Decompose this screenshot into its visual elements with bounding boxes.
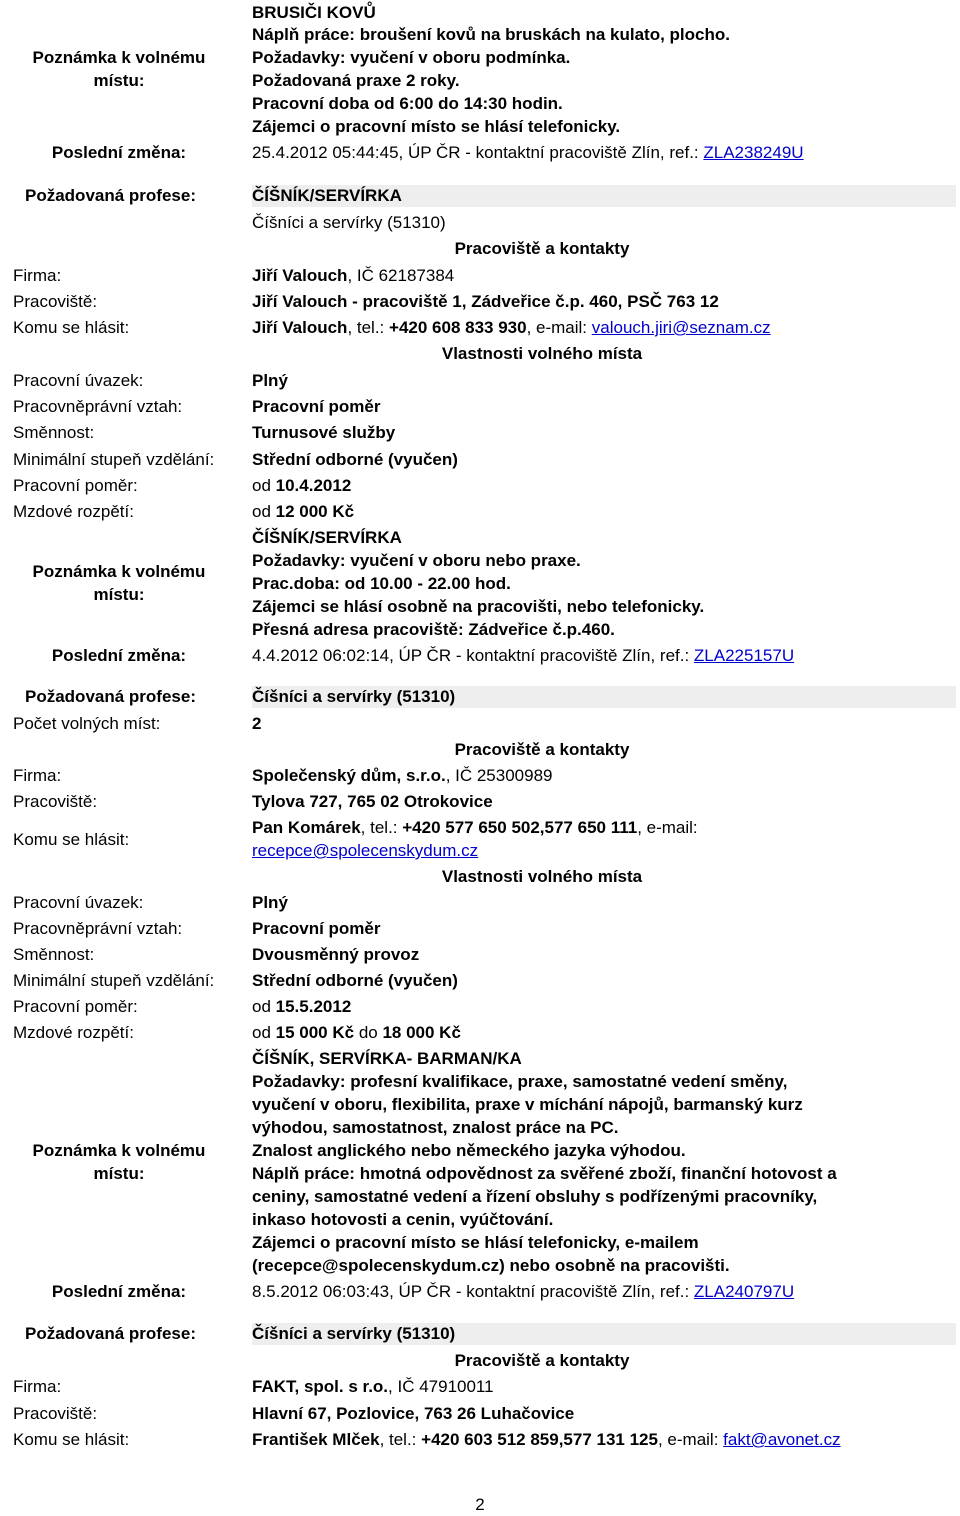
pomer-date: 10.4.2012 (275, 476, 352, 495)
workplace-label: Pracoviště: (13, 292, 98, 311)
last-change-text: 4.4.2012 06:02:14, ÚP ČR - kontaktní pracoviště Zlín, ref.: (252, 646, 694, 665)
note-line: Pracovní doba od 6:00 do 14:30 hodin. (252, 94, 563, 113)
note-line: Náplň práce: hmotná odpovědnost za svěřené zboží, finanční hotovost a (252, 1164, 837, 1183)
profession-value: Číšníci a servírky (51310) (252, 1324, 456, 1343)
vztah-value: Pracovní poměr (252, 397, 381, 416)
firm-ic: , IČ 25300989 (445, 766, 553, 785)
contacts-header: Pracoviště a kontakty (454, 1351, 630, 1370)
note-line: ceniny, samostatné vedení a řízení obsluhy s podřízenými pracovníky, (252, 1187, 818, 1206)
note-line: Znalost anglického nebo německého jazyka výhodou. (252, 1141, 686, 1160)
workplace-value: Hlavní 67, Pozlovice, 763 26 Luhačovice (252, 1404, 575, 1423)
mzda-to: 18 000 Kč (382, 1023, 461, 1042)
contact-value (252, 1429, 841, 1451)
contact-tel: +420 608 833 930 (389, 318, 527, 337)
note-line: (recepce@spolecenskydum.cz) nebo osobně na pracovišti. (252, 1256, 730, 1275)
pomer-prefix: od (252, 476, 276, 495)
mail-prefix: , e-mail: (657, 1430, 724, 1449)
props-header: Vlastnosti volného místa (441, 344, 643, 363)
pomer-value (252, 996, 351, 1018)
mail-prefix: , e-mail: (526, 318, 592, 337)
note-line: Požadavky: profesní kvalifikace, praxe, samostatné vedení směny, (252, 1072, 788, 1091)
vztah-label: Pracovněprávní vztah: (13, 397, 183, 416)
contact-name: Jiří Valouch (252, 318, 348, 337)
workplace-label: Pracoviště: (13, 1404, 98, 1423)
note-line: Požadavky: vyučení v oboru nebo praxe. (252, 551, 581, 570)
profession-label: Požadovaná profese: (25, 1324, 196, 1343)
mzda-mid: do (354, 1023, 383, 1042)
note-label: Poznámka k volnému (32, 562, 206, 581)
mzda-from: 15 000 Kč (275, 1023, 355, 1042)
contact-tel: +420 603 512 859,577 131 125 (421, 1430, 658, 1449)
note-line: vyučení v oboru, flexibilita, praxe v míchání nápojů, barmanský kurz (252, 1095, 803, 1114)
count-label: Počet volných míst: (13, 714, 161, 733)
workplace-value: Tylova 727, 765 02 Otrokovice (252, 792, 493, 811)
smennost-label: Směnnost: (13, 945, 95, 964)
pomer-value (252, 475, 351, 497)
mzda-value (252, 1022, 461, 1044)
last-change-value (252, 142, 804, 164)
last-change-label: Poslední změna: (51, 646, 187, 665)
contact-label: Komu se hlásit: (13, 830, 130, 849)
contact-email-link[interactable]: valouch.jiri@seznam.cz (591, 318, 771, 337)
ref-link[interactable]: ZLA240797U (693, 1282, 795, 1301)
tel-prefix: , tel.: (360, 818, 403, 837)
mzda-label: Mzdové rozpětí: (13, 1023, 134, 1042)
firm-ic: , IČ 47910011 (388, 1377, 494, 1396)
uvazek-label: Pracovní úvazek: (13, 893, 144, 912)
uvazek-label: Pracovní úvazek: (13, 371, 144, 390)
smennost-label: Směnnost: (13, 423, 95, 442)
note-label: Poznámka k volnému (32, 48, 206, 67)
last-change-text: 8.5.2012 06:03:43, ÚP ČR - kontaktní pracoviště Zlín, ref.: (252, 1282, 694, 1301)
vzdelani-label: Minimální stupeň vzdělání: (13, 450, 215, 469)
contact-email-line (252, 840, 478, 862)
note-line: Náplň práce: broušení kovů na bruskách na kulato, plocho. (252, 25, 730, 44)
firm-label: Firma: (13, 266, 62, 285)
page-number: 2 (475, 1495, 485, 1514)
contact-tel: +420 577 650 502,577 650 111 (402, 818, 638, 837)
ref-link[interactable]: ZLA238249U (703, 143, 804, 162)
note-label: místu: (93, 585, 145, 604)
firm-label: Firma: (13, 766, 62, 785)
smennost-value: Dvousměnný provoz (252, 945, 420, 964)
pomer-label: Pracovní poměr: (13, 476, 138, 495)
contact-label: Komu se hlásit: (13, 1430, 130, 1449)
mzda-value (252, 501, 354, 523)
last-change-text: 25.4.2012 05:44:45, ÚP ČR - kontaktní pracoviště Zlín, ref.: (252, 143, 704, 162)
contact-email-link[interactable]: fakt@avonet.cz (723, 1430, 841, 1449)
smennost-value: Turnusové služby (252, 423, 396, 442)
firm-name: FAKT, spol. s r.o. (252, 1377, 389, 1396)
note-line: ČÍŠNÍK, SERVÍRKA- BARMAN/KA (252, 1049, 522, 1068)
last-change-value (252, 645, 794, 667)
note-line: Zájemci o pracovní místo se hlásí telefonicky. (252, 117, 621, 136)
workplace-label: Pracoviště: (13, 792, 98, 811)
vztah-label: Pracovněprávní vztah: (13, 919, 183, 938)
contacts-header: Pracoviště a kontakty (454, 740, 630, 759)
last-change-label: Poslední změna: (51, 1282, 187, 1301)
mzda-amount: 12 000 Kč (275, 502, 355, 521)
note-line: Prac.doba: od 10.00 - 22.00 hod. (252, 574, 511, 593)
firm-ic: , IČ 62187384 (347, 266, 455, 285)
mzda-label: Mzdové rozpětí: (13, 502, 134, 521)
mzda-prefix: od (252, 502, 276, 521)
profession-sub: Číšníci a servírky (51310) (252, 213, 446, 232)
job-title: BRUSIČI KOVŮ (252, 3, 376, 22)
pomer-date: 15.5.2012 (275, 997, 352, 1016)
firm-name: Jiří Valouch (252, 266, 348, 285)
note-label: Poznámka k volnému (32, 1141, 206, 1160)
last-change-label: Poslední změna: (51, 143, 187, 162)
profession-label: Požadovaná profese: (25, 687, 196, 706)
firm-label: Firma: (13, 1377, 62, 1396)
firm-name: Společenský dům, s.r.o. (252, 766, 446, 785)
contact-label: Komu se hlásit: (13, 318, 130, 337)
note-line: Požadovaná praxe 2 roky. (252, 71, 460, 90)
firm-value (252, 265, 454, 287)
note-line: Zájemci se hlásí osobně na pracovišti, nebo telefonicky. (252, 597, 705, 616)
mail-prefix: , e-mail: (637, 818, 698, 837)
note-line: Přesná adresa pracoviště: Zádveřice č.p.460. (252, 620, 615, 639)
pomer-prefix: od (252, 997, 276, 1016)
last-change-value (252, 1281, 794, 1303)
note-label: místu: (93, 1164, 145, 1183)
count-value: 2 (252, 714, 262, 733)
contact-value (252, 817, 698, 839)
contact-name: Pan Komárek (252, 818, 361, 837)
vztah-value: Pracovní poměr (252, 919, 381, 938)
vzdelani-value: Střední odborné (vyučen) (252, 450, 458, 469)
contact-name: František Mlček (252, 1430, 380, 1449)
ref-link[interactable]: ZLA225157U (693, 646, 795, 665)
vzdelani-label: Minimální stupeň vzdělání: (13, 971, 215, 990)
workplace-value: Jiří Valouch - pracoviště 1, Zádveřice č.p. 460, PSČ 763 12 (252, 292, 719, 311)
tel-prefix: , tel.: (379, 1430, 422, 1449)
contact-value (252, 317, 771, 339)
profession-label: Požadovaná profese: (25, 186, 196, 205)
props-header: Vlastnosti volného místa (441, 867, 643, 886)
uvazek-value: Plný (252, 371, 288, 390)
profession-value: ČÍŠNÍK/SERVÍRKA (252, 186, 402, 205)
pomer-label: Pracovní poměr: (13, 997, 138, 1016)
note-line: inkaso hotovosti a cenin, vyúčtování. (252, 1210, 554, 1229)
note-line: ČÍŠNÍK/SERVÍRKA (252, 528, 402, 547)
firm-value (252, 1376, 494, 1398)
profession-value: Číšníci a servírky (51310) (252, 687, 456, 706)
firm-value (252, 765, 553, 787)
note-line: výhodou, samostatnost, znalost práce na PC. (252, 1118, 619, 1137)
note-line: Požadavky: vyučení v oboru podmínka. (252, 48, 571, 67)
contacts-header: Pracoviště a kontakty (454, 239, 630, 258)
tel-prefix: , tel.: (347, 318, 390, 337)
uvazek-value: Plný (252, 893, 288, 912)
note-line: Zájemci o pracovní místo se hlásí telefonicky, e-mailem (252, 1233, 699, 1252)
vzdelani-value: Střední odborné (vyučen) (252, 971, 458, 990)
note-label: místu: (93, 71, 145, 90)
mzda-prefix: od (252, 1023, 276, 1042)
contact-email-link[interactable]: recepce@spolecenskydum.cz (252, 841, 479, 860)
